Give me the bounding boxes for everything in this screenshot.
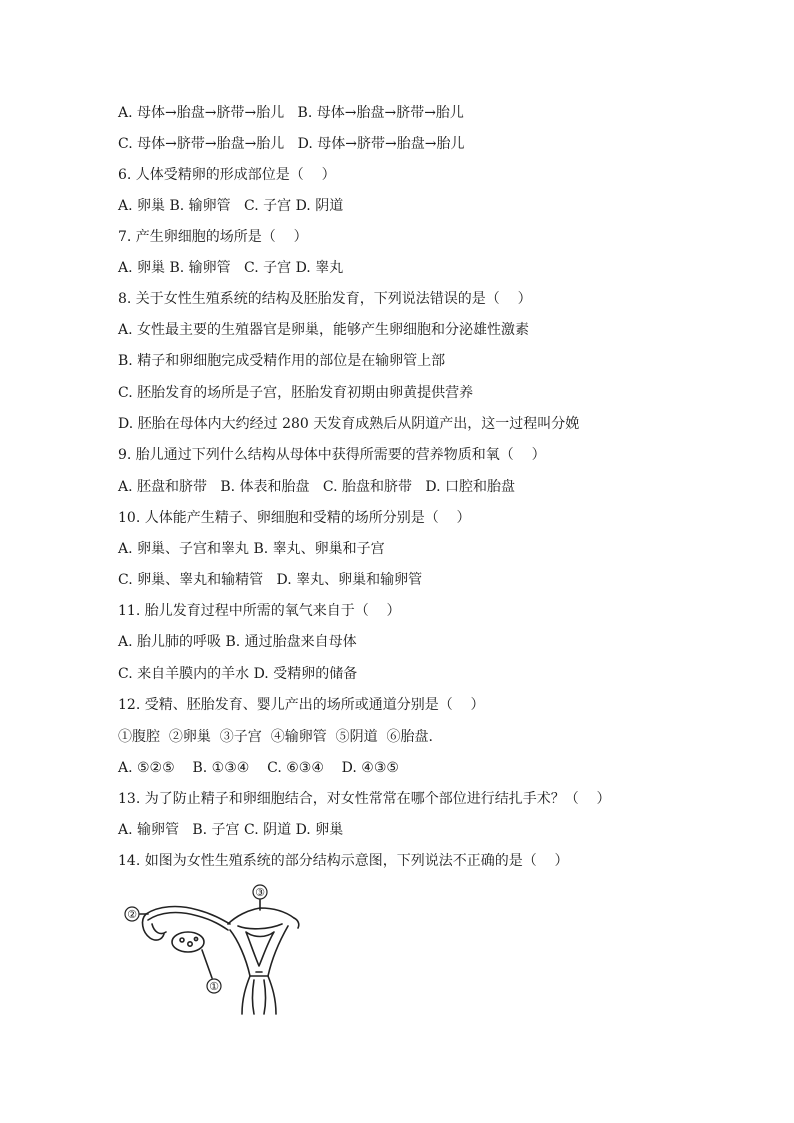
q9-stem: 9. 胎儿通过下列什么结构从母体中获得所需要的营养物质和氧（ ） [118, 447, 546, 463]
q12-choices-legend: ①腹腔 ②卵巢 ③子宫 ④输卵管 ⑤阴道 ⑥胎盘. [118, 729, 433, 745]
q12-stem: 12. 受精、胚胎发育、婴儿产出的场所或通道分别是（ ） [118, 697, 485, 713]
q8-stem: 8. 关于女性生殖系统的结构及胚胎发育，下列说法错误的是（ ） [118, 291, 532, 307]
q9-options: A. 胚盘和脐带 B. 体表和胎盘 C. 胎盘和脐带 D. 口腔和胎盘 [118, 479, 515, 495]
q7-options: A. 卵巢 B. 输卵管 C. 子宫 D. 睾丸 [118, 260, 344, 276]
q14-stem: 14. 如图为女性生殖系统的部分结构示意图，下列说法不正确的是（ ） [118, 853, 569, 869]
q8-option-d: D. 胚胎在母体内大约经过 280 天发育成熟后从阴道产出，这一过程叫分娩 [118, 416, 580, 432]
q13-stem: 13. 为了防止精子和卵细胞结合，对女性常常在哪个部位进行结扎手术？（ ） [118, 791, 611, 807]
q10-options-cd: C. 卵巢、睾丸和输精管 D. 睾丸、卵巢和输卵管 [118, 572, 423, 588]
q8-option-a: A. 女性最主要的生殖器官是卵巢，能够产生卵细胞和分泌雄性激素 [118, 322, 530, 338]
q5-options-cd: C. 母体→脐带→胎盘→胎儿 D. 母体→脐带→胎盘→胎儿 [118, 136, 465, 152]
q6-stem: 6. 人体受精卵的形成部位是（ ） [118, 167, 336, 183]
q8-option-c: C. 胚胎发育的场所是子宫，胚胎发育初期由卵黄提供营养 [118, 385, 474, 401]
q13-options: A. 输卵管 B. 子宫 C. 阴道 D. 卵巢 [118, 822, 344, 838]
q6-options: A. 卵巢 B. 输卵管 C. 子宫 D. 阴道 [118, 198, 344, 214]
label-1: ① [209, 980, 219, 993]
q10-options-ab: A. 卵巢、子宫和睾丸 B. 睾丸、卵巢和子宫 [118, 541, 385, 557]
q5-options-ab: A. 母体→胎盘→脐带→胎儿 B. 母体→胎盘→脐带→胎儿 [118, 105, 464, 121]
q11-options-cd: C. 来自羊膜内的羊水 D. 受精卵的储备 [118, 666, 358, 682]
diagram-svg [118, 880, 308, 1020]
q10-stem: 10. 人体能产生精子、卵细胞和受精的场所分别是（ ） [118, 510, 471, 526]
label-2: ② [127, 908, 137, 921]
q11-stem: 11. 胎儿发育过程中所需的氧气来自于（ ） [118, 603, 401, 619]
q11-options-ab: A. 胎儿肺的呼吸 B. 通过胎盘来自母体 [118, 634, 357, 650]
q12-options: A. ⑤②⑤ B. ①③④ C. ⑥③④ D. ④③⑤ [118, 760, 399, 776]
reproductive-system-diagram [118, 880, 308, 1020]
q7-stem: 7. 产生卵细胞的场所是（ ） [118, 229, 308, 245]
q8-option-b: B. 精子和卵细胞完成受精作用的部位是在输卵管上部 [118, 353, 446, 369]
label-3: ③ [255, 886, 265, 899]
